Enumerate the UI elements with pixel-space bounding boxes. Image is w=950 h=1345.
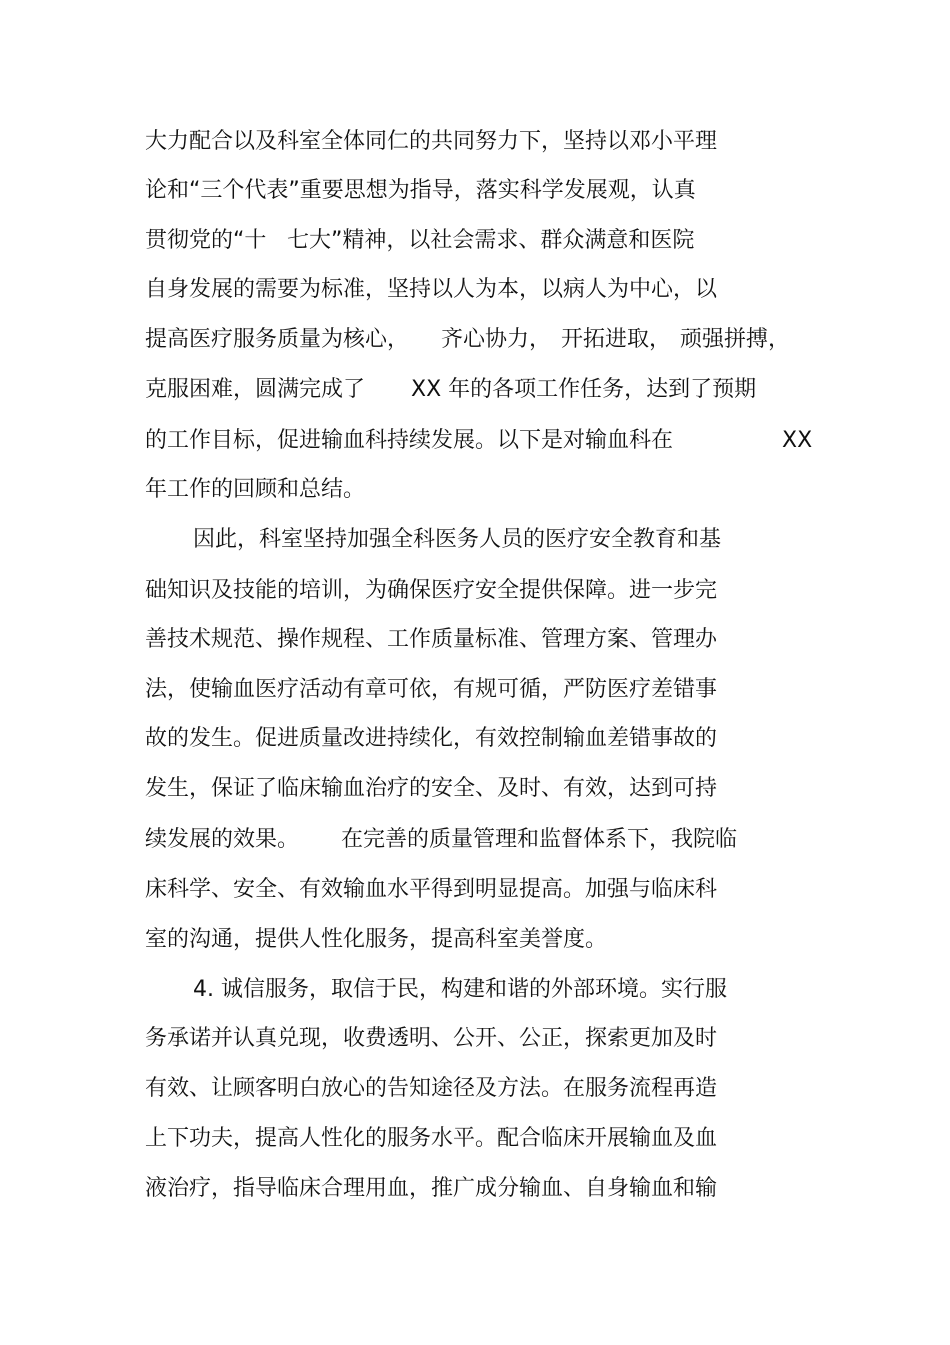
text-segment: 开拓进取，	[561, 327, 672, 352]
text-line	[0, 373, 757, 407]
text-segment: 法，使输血医疗活动有章可依，有规可循，严防医疗差错事	[145, 677, 718, 702]
text-line	[0, 1072, 718, 1106]
text-line	[0, 523, 722, 557]
text-segment: 论和“三个代表”重要思想为指导，落实科学发展观，认真	[145, 178, 696, 203]
text-line	[0, 323, 791, 357]
text-segment: 自身发展的需要为标准，坚持以人为本，以病人为中心，以	[145, 277, 718, 302]
text-segment: XX 年的各项工作任务，达到了预期	[411, 377, 757, 402]
text-line	[0, 1122, 718, 1156]
text-segment: 因此，科室坚持加强全科医务人员的医疗安全教育和基	[193, 527, 722, 552]
text-segment: 善技术规范、操作规程、工作质量标准、管理方案、管理办	[145, 627, 718, 652]
text-line	[0, 772, 718, 806]
text-line	[0, 823, 738, 857]
text-line	[0, 923, 608, 957]
text-line	[0, 574, 718, 608]
text-segment: 大力配合以及科室全体同仁的共同努力下，坚持以邓小平理	[145, 129, 718, 154]
text-segment: 年工作的回顾和总结。	[145, 477, 366, 502]
text-segment: 故的发生。促进质量改进持续化，有效控制输血差错事故的	[145, 726, 718, 751]
text-segment: 有效、让顾客明白放心的告知途径及方法。在服务流程再造	[145, 1076, 718, 1101]
text-line	[0, 722, 718, 756]
text-line	[0, 1172, 718, 1206]
text-segment: 床科学、安全、有效输血水平得到明显提高。加强与临床科	[145, 877, 718, 902]
text-segment: 室的沟通，提供人性化服务，提高科室美誉度。	[145, 927, 608, 952]
text-line	[0, 273, 718, 307]
text-segment: 液治疗，指导临床合理用血，推广成分输血、自身输血和输	[145, 1176, 718, 1201]
text-line	[0, 174, 696, 208]
text-segment: 续发展的效果。	[145, 827, 300, 852]
text-segment: 的工作目标，促进输血科持续发展。以下是对输血科在	[145, 428, 674, 453]
text-segment: 顽强拼搏，	[680, 327, 791, 352]
text-segment: 上下功夫，提高人性化的服务水平。配合临床开展输血及血	[145, 1126, 718, 1151]
text-segment: 七大”精神，以社会需求、群众满意和医院	[287, 228, 695, 253]
text-segment: 4. 诚信服务，取信于民，构建和谐的外部环境。实行服	[193, 977, 727, 1002]
text-line	[0, 873, 718, 907]
text-line	[0, 973, 727, 1007]
text-segment: 提高医疗服务质量为核心，	[145, 327, 410, 352]
text-line	[0, 424, 813, 458]
text-segment: 础知识及技能的培训，为确保医疗安全提供保障。进一步完	[145, 578, 718, 603]
text-segment: 在完善的质量管理和监督体系下，我院临	[341, 827, 738, 852]
text-segment: XX	[782, 428, 813, 453]
text-line	[0, 623, 718, 657]
text-segment: 发生，保证了临床输血治疗的安全、及时、有效，达到可持	[145, 776, 718, 801]
text-line	[0, 224, 695, 258]
text-line	[0, 673, 718, 707]
text-segment: 务承诺并认真兑现，收费透明、公开、公正，探索更加及时	[145, 1026, 718, 1051]
text-line	[0, 125, 718, 159]
text-segment: 贯彻党的“十	[145, 228, 267, 253]
text-line	[0, 1022, 718, 1056]
text-segment: 齐心协力，	[441, 327, 552, 352]
text-segment: 克服困难，圆满完成了	[145, 377, 366, 402]
text-line	[0, 473, 366, 507]
